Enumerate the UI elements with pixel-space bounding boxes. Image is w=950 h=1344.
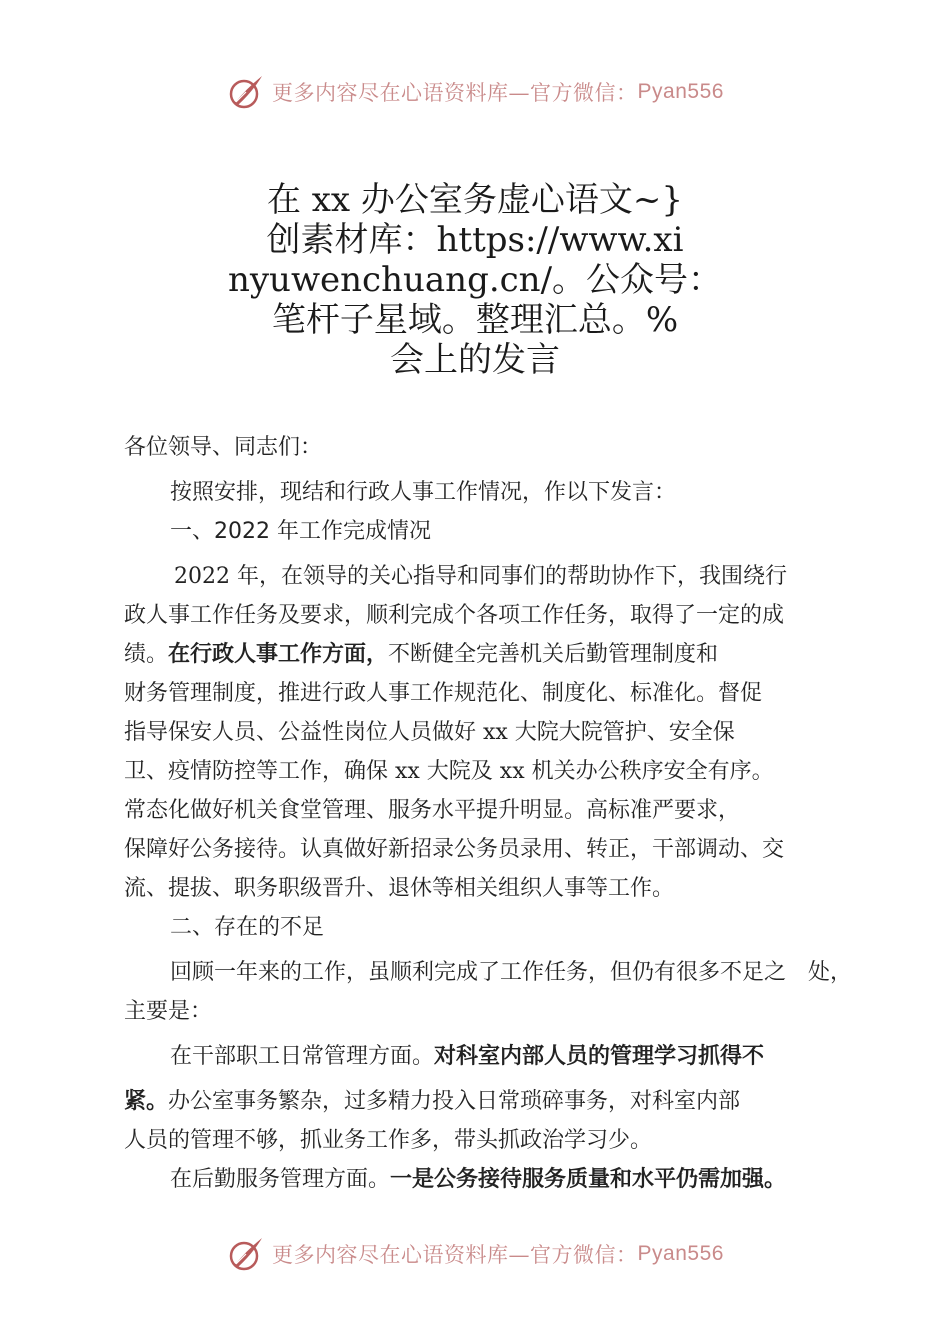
paragraph-line: 人员的管理不够，抓业务工作多，带头抓政治学习少。 [124,1128,653,1153]
greeting: 各位领导、同志们： [124,435,323,460]
intro-paragraph: 按照安排，现结和行政人事工作情况，作以下发言： [170,480,677,505]
bold-text-run: 对科室内部人员的管理学习抓得不 [434,1044,765,1069]
paragraph-line: 流、提拔、职务职级晋升、退休等相关组织人事等工作。 [124,876,675,901]
paragraph-line: 保障好公务接待。认真做好新招录公务员录用、转正，干部调动、交 [124,837,785,862]
banner-text: 更多内容尽在心语资料库—官方微信： [272,81,638,105]
title-line: nyuwenchuang.cn/。公众号： [227,260,723,300]
text-run: 在后勤服务管理方面。 [170,1167,391,1192]
paragraph-line: 2022 年，在领导的关心指导和同事们的帮助协作下，我围绕行 [174,564,787,589]
text-run: 不断健全完善机关后勤管理制度和 [388,642,719,667]
document-body [124,428,853,1199]
paragraph-line: 主要是： [124,999,213,1024]
banner-wechat-id: Pyan556 [637,1242,724,1265]
quill-logo-icon [226,72,266,112]
paragraph-line: 指导保安人员、公益性岗位人员做好 xx 大院大院管护、安全保 [124,720,735,745]
paragraph-line [124,1037,834,1076]
paragraph-line: 卫、疫情防控等工作，确保 xx 大院及 xx 机关办公秩序安全有序。 [124,759,774,784]
text-run: 在干部职工日常管理方面。 [170,1044,435,1069]
text-run: 办公室事务繁杂，过多精力投入日常琐碎事务，对科室内部 [168,1089,741,1114]
quill-logo-icon [226,1234,266,1274]
title-line: 笔杆子星域。整理汇总。% [271,300,679,340]
title-line: 在 xx 办公室务虚心语文~} [266,180,684,220]
paragraph-line [124,1160,834,1199]
paragraph-line [124,1082,834,1121]
header-watermark-banner [0,70,950,114]
section-heading-1: 一、2022 年工作完成情况 [170,519,431,544]
paragraph-line: 政人事工作任务及要求，顺利完成个各项工作任务，取得了一定的成 [124,603,785,628]
bold-text-run: 紧。 [124,1089,169,1114]
paragraph-line: 财务管理制度，推进行政人事工作规范化、制度化、标准化。督促 [124,681,763,706]
footer-watermark-banner [0,1232,950,1276]
paragraph-line: 常态化做好机关食堂管理、服务水平提升明显。高标准严要求， [124,798,741,823]
document-title [150,180,800,380]
banner-wechat-id: Pyan556 [637,80,724,103]
title-line: 创素材库：https://www.xi [266,220,684,260]
text-run: 绩。 [124,642,169,667]
section-heading-2: 二、存在的不足 [170,915,325,940]
banner-text: 更多内容尽在心语资料库—官方微信： [272,1243,638,1267]
bold-text-run: 一是公务接待服务质量和水平仍需加强。 [390,1167,787,1192]
paragraph-line: 回顾一年来的工作，虽顺利完成了工作任务，但仍有很多不足之 处， [170,960,853,985]
bold-text-run: 在行政人事工作方面， [168,642,389,667]
paragraph-line [124,635,834,674]
title-line: 会上的发言 [390,340,560,380]
